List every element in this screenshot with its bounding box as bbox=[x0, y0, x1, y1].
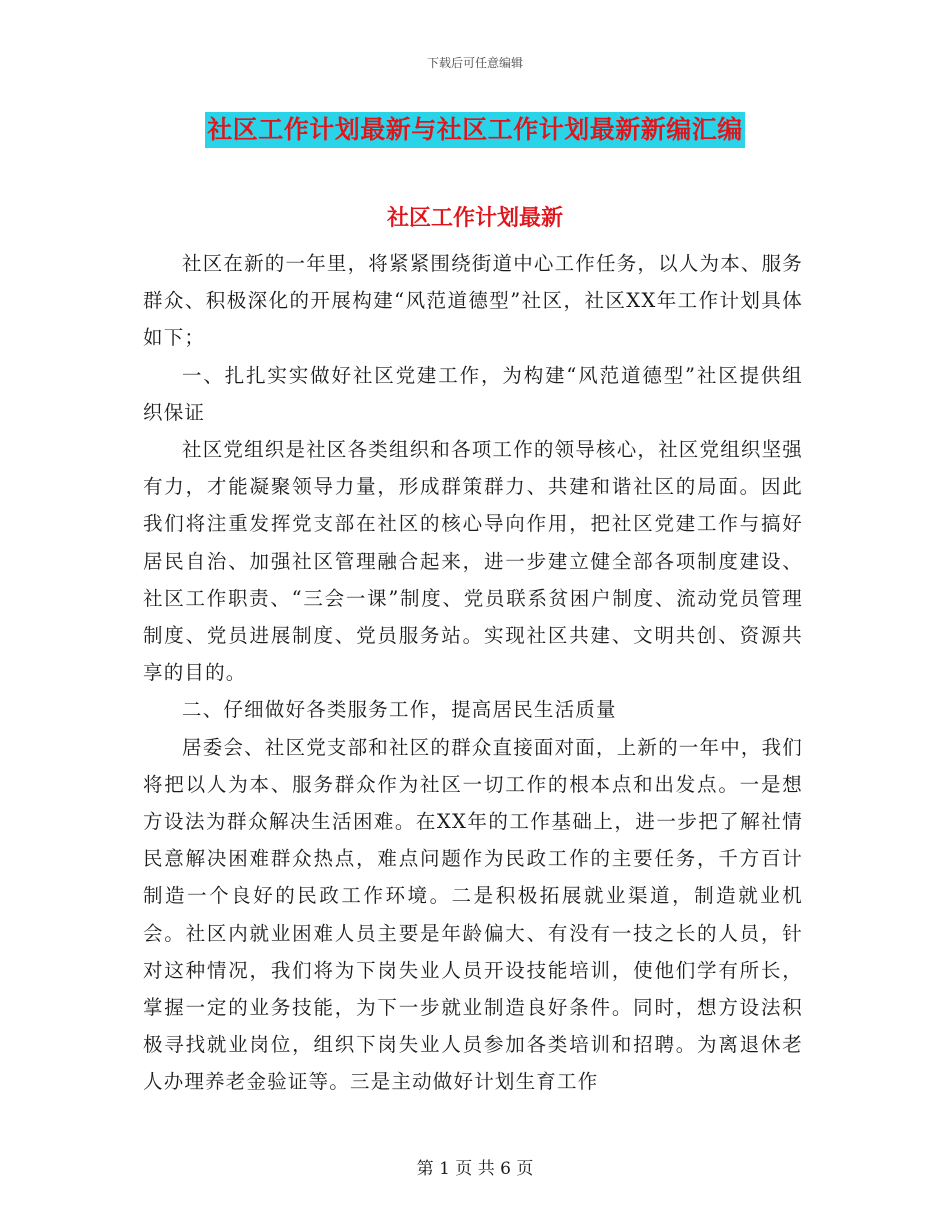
page-header-note: 下载后可任意编辑 bbox=[426, 56, 523, 70]
paragraph: 一、扎扎实实做好社区党建工作，为构建“风范道德型”社区提供组织保证 bbox=[143, 363, 803, 424]
paragraph: 二、仔细做好各类服务工作，提高居民生活质量 bbox=[182, 698, 617, 722]
section-title: 社区工作计划最新 bbox=[386, 205, 563, 231]
document-title-container bbox=[0, 112, 950, 148]
paragraph: 社区在新的一年里，将紧紧围绕街道中心工作任务，以人为本、服务群众、积极深化的开展构建“风范道德型”社区，社区XX年工作计划具体如下； bbox=[143, 252, 804, 350]
document-title: 社区工作计划最新与社区工作计划最新新编汇编 bbox=[205, 112, 745, 148]
page-number-footer: 第 1 页 共 6 页 bbox=[416, 1159, 534, 1179]
paragraph: 社区党组织是社区各类组织和各项工作的领导核心，社区党组织坚强有力，才能凝聚领导力量，形成群策群力、共建和谐社区的局面。因此我们将注重发挥党支部在社区的核心导向作用，把社区党建工作与搞好居民自治、加强社区管理融合起来，进一步建立健全部各项制度建设、社区工作职责、“三会一课”制度、党员联系贫困户制度、流动党员管理制度、党员进展制度、党员服务站。实现社区共建、文明共创、资源共享的目的。 bbox=[143, 438, 804, 685]
paragraph: 居委会、社区党支部和社区的群众直接面对面，上新的一年中，我们将把以人为本、服务群众作为社区一切工作的根本点和出发点。一是想方设法为群众解决生活困难。在XX年的工作基础上，进一步把了解社情民意解决困难群众热点，难点问题作为民政工作的主要任务，千方百计制造一个良好的民政工作环境。二是积极拓展就业渠道，制造就业机会。社区内就业困难人员主要是年龄偏大、有没有一技之长的人员，针对这种情况，我们将为下岗失业人员开设技能培训，使他们学有所长，掌握一定的业务技能，为下一步就业制造良好条件。同时，想方设法积极寻找就业岗位，组织下岗失业人员参加各类培训和招聘。为离退休老人办理养老金验证等。三是主动做好计划生育工作 bbox=[143, 735, 804, 1094]
document-body bbox=[143, 245, 803, 1101]
